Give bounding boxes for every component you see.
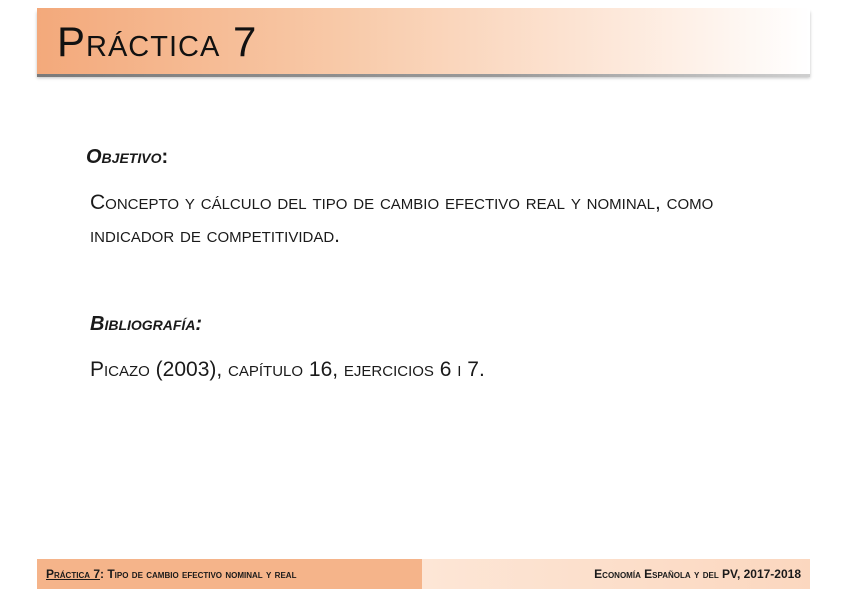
slide-title: Práctica 7 xyxy=(57,18,258,65)
footer-left-subtitle: : Tipo de cambio efectivo nominal y real xyxy=(100,567,297,581)
objetivo-heading xyxy=(86,146,168,169)
footer-left-text xyxy=(46,567,296,581)
objetivo-heading-label: Objetivo xyxy=(86,146,162,168)
footer-left xyxy=(37,559,422,589)
footer-course-label: Economía Española y del PV, 2017-2018 xyxy=(594,567,801,581)
footer-practica-link[interactable]: Práctica 7 xyxy=(46,567,101,581)
objetivo-text: Concepto y cálculo del tipo de cambio efectivo real y nominal, como indicador de competitividad. xyxy=(90,191,714,247)
title-bar xyxy=(37,8,810,74)
footer-right xyxy=(422,559,810,589)
bibliografia-text: Picazo (2003), capítulo 16, ejercicios 6 i 7. xyxy=(90,358,485,381)
bibliografia-heading: Bibliografía: xyxy=(90,313,203,335)
objetivo-heading-colon: : xyxy=(161,146,169,168)
